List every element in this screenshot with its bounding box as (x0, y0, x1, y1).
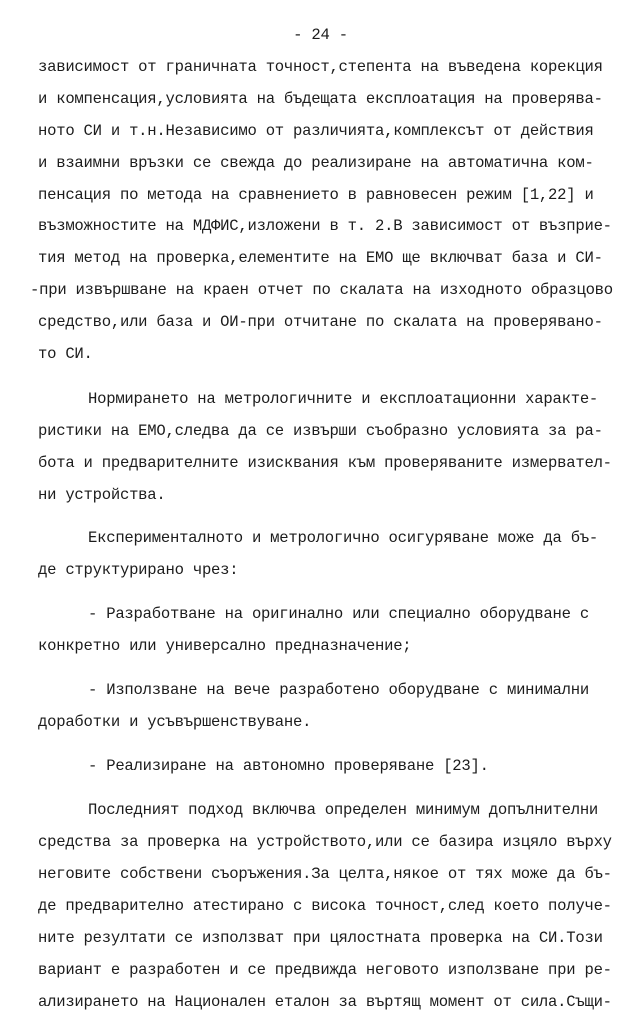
text-line: де структурирано чрез: (38, 561, 239, 579)
text-line: бота и предварителните изисквания към проверяваните измервател- (38, 454, 612, 472)
text-line: - Разработване на оригинално или специално оборудване с (88, 605, 589, 623)
text-line: и взаимни връзки се свежда до реализиране на автоматична ком- (38, 154, 594, 172)
text-line: то СИ. (38, 345, 93, 363)
text-line: - Използване на вече разработено оборудване с минимални (88, 681, 589, 699)
text-line: средства за проверка на устройството,или се базира изцяло върху (38, 833, 612, 851)
text-line: ното СИ и т.н.Независимо от различията,комплексът от действия (38, 122, 594, 140)
text-line: възможностите на МДФИС,изложени в т. 2.В зависимост от възприе- (38, 217, 612, 235)
text-line: доработки и усъвършенствуване. (38, 713, 312, 731)
text-line: - Реализиране на автономно проверяване [23]. (88, 757, 489, 775)
text-line: пенсация по метода на сравнението в равновесен режим [1,22] и (38, 186, 594, 204)
text-line: вариант е разработен и се предвижда неговото използване при ре- (38, 961, 612, 979)
text-line: Нормирането на метрологичните и експлоатационни характе- (88, 390, 599, 408)
text-line: Последният подход включва определен минимум допълнителни (88, 801, 599, 819)
page-number: - 24 - (293, 26, 348, 44)
text-line: ни устройства. (38, 486, 166, 504)
text-line: и компенсация,условията на бъдещата експлоатация на проверява- (38, 90, 603, 108)
text-line: средство,или база и ОИ-при отчитане по скалата на проверявано- (38, 313, 603, 331)
text-line: тия метод на проверка,елементите на ЕМО ще включват база и СИ- (38, 249, 603, 267)
text-line: неговите собствени съоръжения.За целта,някое от тях може да бъ- (38, 865, 612, 883)
text-line: ализирането на Национален еталон за въртящ момент от сила.Същи- (38, 993, 612, 1011)
text-line: конкретно или универсално предназначение; (38, 637, 412, 655)
text-line: зависимост от граничната точност,степента на въведена корекция (38, 58, 603, 76)
text-line: -при извършване на краен отчет по скалата на изходното образцово (30, 281, 613, 299)
text-line: ристики на ЕМО,следва да се извърши съобразно условията за ра- (38, 422, 603, 440)
text-line: ните резултати се използват при цялостната проверка на СИ.Този (38, 929, 603, 947)
text-line: де предварително атестирано с висока точност,след което получе- (38, 897, 612, 915)
text-line: Експерименталното и метрологично осигуряване може да бъ- (88, 529, 599, 547)
